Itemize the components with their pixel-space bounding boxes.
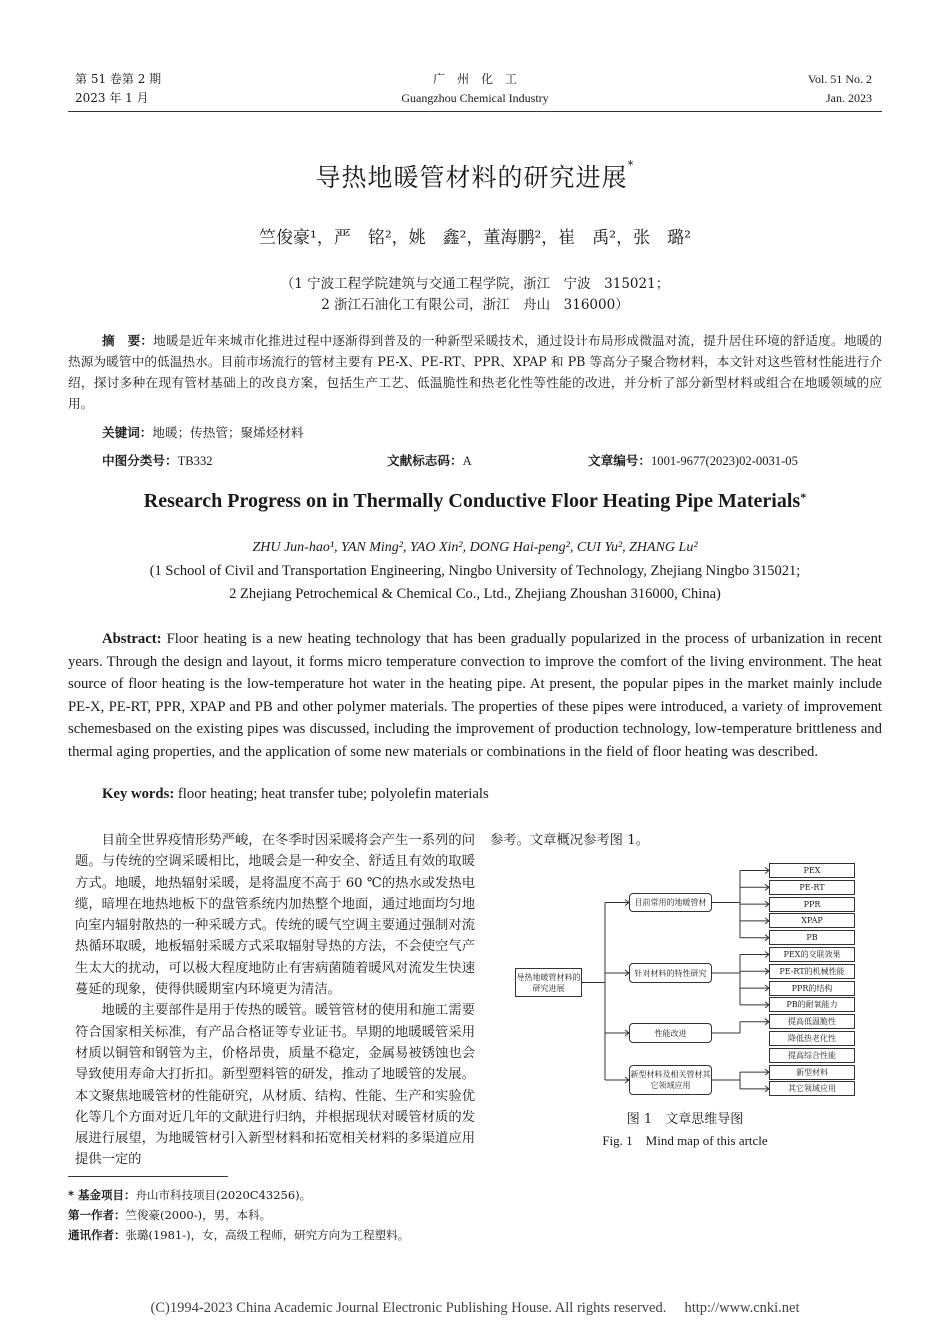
affiliation-2: 2 浙江石油化工有限公司，浙江 舟山 316000） [321, 297, 629, 313]
title-en-mark: * [800, 490, 807, 504]
doc-code-label: 文献标志码： [387, 453, 463, 468]
mind-map-branch: 性能改进 [629, 1023, 712, 1043]
footnote-text: 竺俊豪(2000-)，男，本科。 [125, 1208, 272, 1222]
article-number-label: 文章编号： [588, 453, 651, 468]
abstract-en [68, 628, 882, 764]
title-en-text: Research Progress on in Thermally Conductive Floor Heating Pipe Materials [143, 490, 801, 512]
keywords-text: 地暖；传热管；聚烯烃材料 [152, 425, 304, 440]
keywords-label: 关键词： [102, 425, 153, 440]
mind-map-leaf: 其它领域应用 [769, 1081, 855, 1096]
abstract-label: 摘 要： [102, 333, 154, 348]
classification [102, 450, 213, 472]
keywords-en-label: Key words: [102, 786, 175, 802]
volume-issue: 第 51 卷第 2 期 [75, 72, 162, 86]
arrow-head [625, 900, 629, 906]
classification-label: 中图分类号： [102, 453, 178, 468]
title-mark: * [627, 158, 635, 172]
body-paragraph: 地暖的主要部件是用于传热的暖管。暖管管材的使用和施工需要符合国家相关标准，有产品合格证等专业证书。早期的地暖暖管采用材质以铜管和钢管为主，价格昂贵，质量不稳定，金属易被锈蚀也会导致使用寿命大打折扣。新型塑料管的研发，推动了地暖管的发展。本文聚焦地暖管材的性能研究，从材质、结构、性能、生产和实验优化等几个方面对近几年的文献进行归纳，并根据现状对暖管材质的发展进行展望，为地暖管材引入新型材料和拓宽相关材料的多渠道应用提供一定的 [75, 1003, 475, 1168]
body-left-column [75, 830, 475, 1171]
volume-issue-en: Vol. 51 No. 2 [807, 72, 872, 86]
article-number-value: 1001-9677(2023)02-0031-05 [650, 454, 798, 468]
arrow-head [625, 970, 629, 976]
abstract-en-text: Floor heating is a new heating technology that has been gradually popularized in the process of urbanization in recent years. Through the design and layout, it forms micro temperature convection to improve the comfort of the living environment. The heat source of floor heating is the low-temperature hot water in the heating pipe. At present, the popular pipes in the market mainly include PE-X, PE-RT, PPR, XPAP and PB and other polymer materials. The properties of these pipes were introduced, a variety of improvement schemesbased on the existing pipes was discussed, including the improvement of production technology, low-temperature brittleness and thermal aging properties, and the application of some new materials or combinations in the field of floor heating was described. [68, 631, 882, 760]
mind-map-leaf: PPR的结构 [769, 981, 855, 996]
paper-title [0, 158, 950, 194]
abstract-cn [68, 330, 882, 414]
footnotes [68, 1185, 409, 1245]
arrow-head [765, 918, 769, 924]
mind-map-leaf: 提高低温脆性 [769, 1014, 855, 1029]
classification-value: TB332 [177, 454, 213, 468]
arrow-head [765, 1069, 769, 1075]
title-text: 导热地暖管材料的研究进展 [315, 163, 628, 192]
mind-map-leaf: PPR [769, 897, 855, 912]
mind-map-leaf: XPAP [769, 913, 855, 928]
arrow-head [765, 901, 769, 907]
footnote-corresponding-author [68, 1225, 409, 1245]
keywords-en [102, 786, 489, 803]
footnote-first-author [68, 1205, 409, 1225]
journal-name-en: Guangzhou Chemical Industry [401, 91, 549, 105]
doc-code-value: A [462, 454, 472, 468]
keywords-cn [102, 422, 304, 443]
mind-map-leaf: PEX的交联效果 [769, 947, 855, 962]
arrow-head [765, 884, 769, 890]
affiliation-en-2: 2 Zhejiang Petrochemical & Chemical Co., Ltd., Zhejiang Zhoushan 316000, China) [229, 586, 721, 602]
paper-title-en [0, 490, 950, 513]
body-paragraph: 目前全世界疫情形势严峻，在冬季时因采暖将会产生一系列的问题。与传统的空调采暖相比，地暖会是一种安全、舒适且有效的取暖方式。地暖，地热辐射采暖，是将温度不高于 60 ℃的热水或发热电缆，暗埋在地热地板下的盘管系统内加热整个地面，通过地面均匀地向室内辐射散热的一种采暖方式。传统的暖气空调主要通过强制对流热循环取暖，地板辐射采暖方式采取辐射导热的方法，不会使空气产生太大的扰动，可以极大程度地防止有害病菌随着暖风对流发生快速蔓延的现象，使得供暖期室内环境更为清洁。 [75, 833, 475, 998]
header-rule [68, 111, 882, 112]
authors: 竺俊豪¹，严 铭²，姚 鑫²，董海鹏²，崔 禹²，张 璐² [259, 228, 691, 248]
footnote-text: 舟山市科技项目(2020C43256)。 [135, 1188, 312, 1202]
issue-date: 2023 年 1 月 [75, 91, 149, 105]
footnote-label: * 基金项目： [68, 1188, 136, 1202]
arrow-head [765, 952, 769, 958]
mind-map-leaf: 新型材料 [769, 1065, 855, 1080]
arrow-head [625, 1077, 629, 1083]
footnote-label: 第一作者： [68, 1208, 126, 1222]
affiliation-1: （1 宁波工程学院建筑与交通工程学院，浙江 宁波 315021； [280, 276, 670, 292]
arrow-head [765, 868, 769, 874]
figure-caption-cn-text: 图 1 文章思维导图 [626, 1112, 744, 1127]
mind-map-leaf: PB的耐氧能力 [769, 997, 855, 1012]
article-number [588, 450, 798, 472]
footnote-label: 通讯作者： [68, 1228, 126, 1242]
mind-map-branch: 针对材料的特性研究 [629, 963, 712, 983]
mind-map-branch: 目前常用的地暖管材 [629, 893, 712, 912]
abstract-en-label: Abstract: [102, 631, 162, 647]
journal-issue-en [808, 70, 872, 108]
body-right-text: 参考。文章概况参考图 1。 [490, 833, 649, 848]
mind-map-leaf: PE-RT的机械性能 [769, 964, 855, 979]
mind-map-leaf: 降低热老化性 [769, 1031, 855, 1046]
figure-caption-cn [490, 1108, 880, 1127]
mind-map-leaf: PB [769, 930, 855, 945]
mind-map-branch: 新型材料及相关管材其它领域应用 [629, 1065, 712, 1095]
mind-map-root: 导热地暖管材料的研究进展 [515, 968, 582, 997]
figure-caption-en: Fig. 1 Mind map of this artcle [602, 1133, 768, 1148]
footnote-rule [68, 1176, 228, 1177]
arrow-head [765, 968, 769, 974]
abstract-text: 地暖是近年来城市化推进过程中逐渐得到普及的一种新型采暖技术，通过设计布局形成微温对流，提升居住环境的舒适度。地暖的热源为暖管中的低温热水。目前市场流行的管材主要有 PE-X、PE-RT、PPR、XPAP 和 PB 等高分子聚合物材料，本文针对这些管材性能进行介绍，探讨多种在现有管材基础上的改良方案，包括生产工艺、低温脆性和热老化性等性能的改进，并分析了部分新型材料或组合在地暖领域的应用。 [68, 333, 883, 411]
mind-map-leaf: PE-RT [769, 880, 855, 895]
keywords-en-text: floor heating; heat transfer tube; polyolefin materials [177, 786, 489, 802]
arrow-head [765, 985, 769, 991]
arrow-head [765, 1019, 769, 1025]
arrow-head [765, 1086, 769, 1092]
footnote-text: 张璐(1981-)，女，高级工程师，研究方向为工程塑料。 [125, 1228, 410, 1242]
journal-name-cn: 广 州 化 工 [432, 72, 517, 86]
mind-map-leaf: PEX [769, 863, 855, 878]
doc-code [387, 450, 472, 472]
copyright-footer: (C)1994-2023 China Academic Journal Electronic Publishing House. All rights reserved. http://www.cnki.net [150, 1300, 800, 1316]
issue-date-en: Jan. 2023 [826, 91, 872, 105]
affiliation-en-1: (1 School of Civil and Transportation Engineering, Ningbo University of Technology, Zhejiang Ningbo 315021; [149, 563, 801, 579]
arrow-head [625, 1030, 629, 1036]
mind-map-leaf: 提高综合性能 [769, 1048, 855, 1063]
arrow-head [765, 935, 769, 941]
arrow-head [765, 1002, 769, 1008]
footnote-funding [68, 1185, 409, 1205]
authors-en: ZHU Jun-hao¹, YAN Ming², YAO Xin², DONG Hai-peng², CUI Yu², ZHANG Lu² [252, 540, 698, 555]
